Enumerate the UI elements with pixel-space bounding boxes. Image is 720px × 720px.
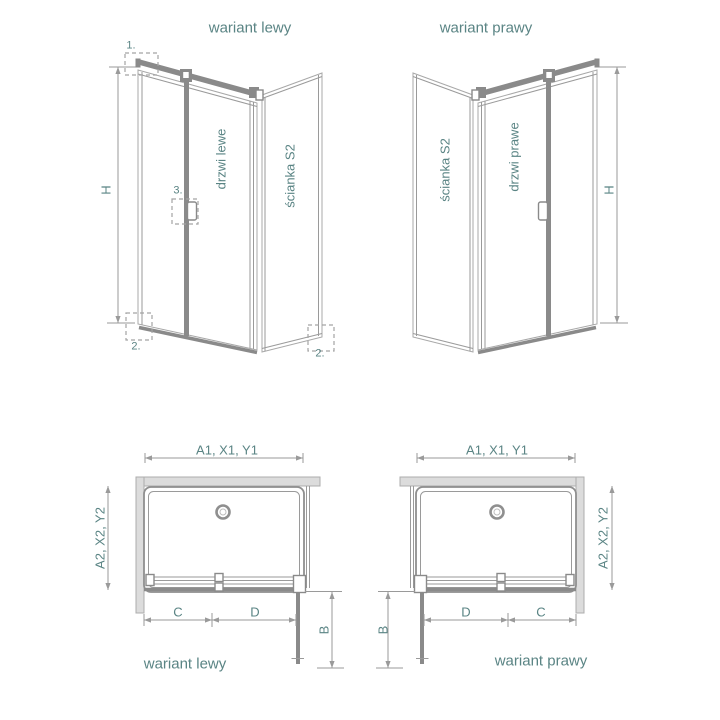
dim-c-label-right: C: [536, 604, 546, 620]
caption-right-variant: wariant prawy: [494, 652, 588, 670]
shower-tray: [144, 487, 304, 592]
corner-bracket: [294, 576, 306, 593]
wall-label-right: ścianka S2: [437, 138, 453, 202]
height-dimension: [107, 67, 138, 323]
side-wall-panel: [262, 73, 322, 352]
plan-diagram-right: [370, 440, 625, 680]
dim-b-label-right: B: [375, 625, 391, 635]
door-label-right: drzwi prawe: [506, 122, 522, 192]
perspective-diagram-right: [390, 40, 640, 370]
callout-2b-label: 2.: [315, 347, 325, 360]
door-rail-assembly: [144, 574, 306, 593]
depth-dim-label-right: A2, X2, Y2: [595, 507, 611, 569]
dim-d-label-left: D: [250, 604, 260, 620]
width-dim-label-right: A1, X1, Y1: [466, 442, 528, 458]
perspective-diagram-left: [95, 40, 345, 370]
door-handle: [188, 202, 197, 220]
caption-left-variant: wariant lewy: [143, 655, 227, 673]
height-label-left: H: [98, 185, 114, 195]
callout-3-label: 3.: [173, 184, 183, 197]
drain-icon: [217, 506, 230, 519]
wall-label-left: ścianka S2: [282, 144, 298, 208]
dim-d-label-right: D: [461, 604, 471, 620]
title-left-variant: wariant lewy: [208, 19, 292, 37]
door-label-left: drzwi lewe: [213, 128, 229, 190]
plan-diagram-left: [92, 440, 350, 680]
return-panel: [292, 592, 305, 664]
back-wall: [136, 477, 320, 486]
callout-1-label: 1.: [126, 39, 136, 52]
dim-b-label-left: B: [316, 625, 332, 635]
height-label-right: H: [601, 185, 617, 195]
width-dim-label-left: A1, X1, Y1: [196, 442, 258, 458]
side-wall: [136, 477, 144, 613]
callout-2a-label: 2.: [131, 340, 141, 353]
depth-dim-label-left: A2, X2, Y2: [92, 507, 108, 569]
dim-c-label-left: C: [173, 604, 183, 620]
title-right-variant: wariant prawy: [439, 19, 533, 37]
cd-dimension: [144, 613, 296, 627]
